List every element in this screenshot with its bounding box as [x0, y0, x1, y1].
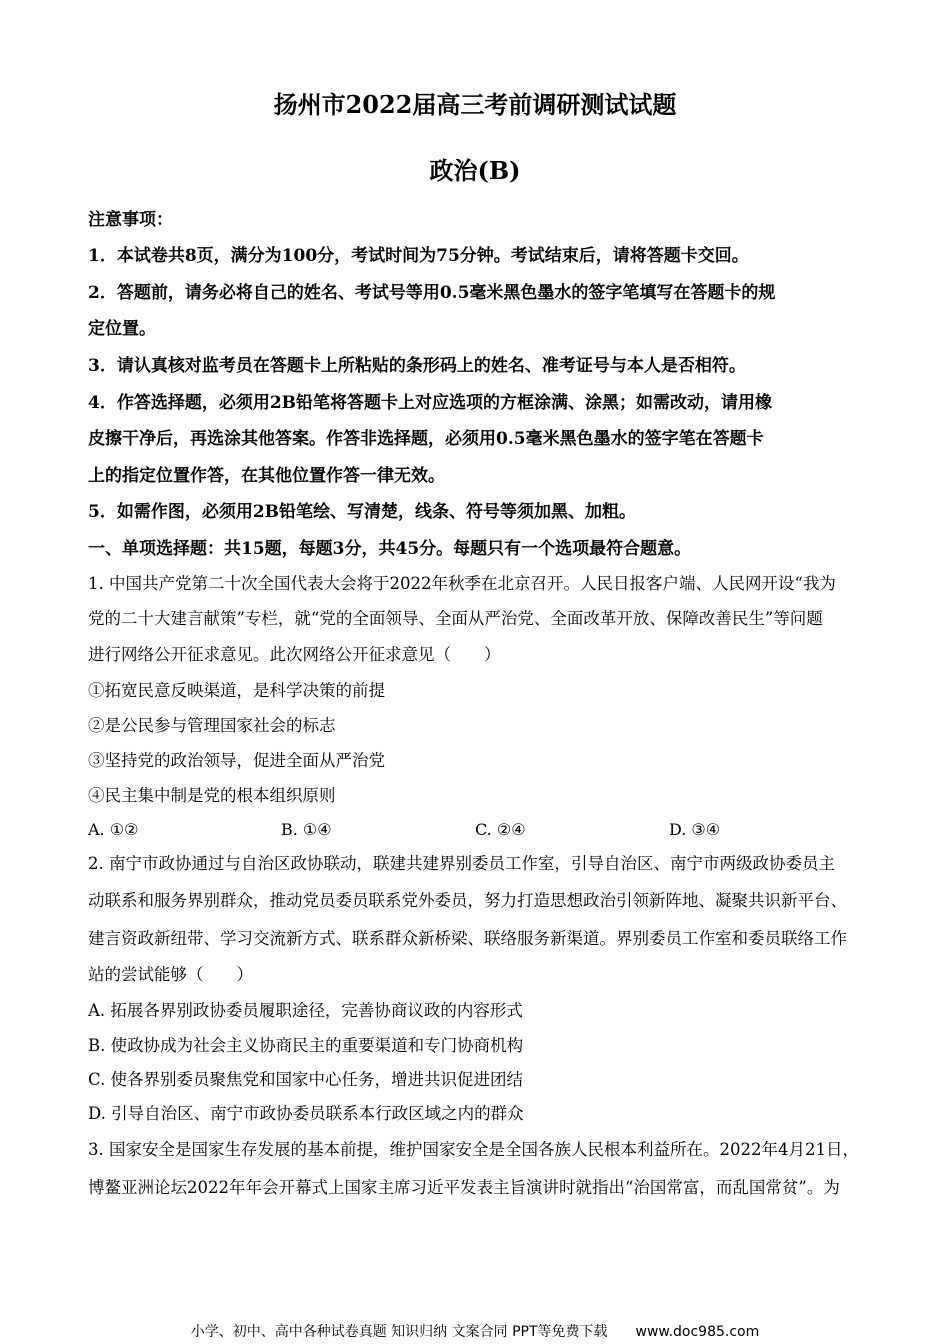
- q2-stem-line: 动联系和服务界别群众，推动党员委员联系党外委员，努力打造思想政治引领新阵地、凝聚共识新平台、: [88, 891, 847, 910]
- q1-option-b: B. ①④: [281, 820, 332, 839]
- q1-option-d: D. ③④: [669, 820, 721, 839]
- notice-line: 3．请认真核对监考员在答题卡上所粘贴的条形码上的姓名、准考证号与本人是否相符。: [88, 356, 746, 376]
- q1-item: ③坚持党的政治领导，促进全面从严治党: [88, 751, 385, 770]
- exam-title: 扬州市2022届高三考前调研测试试题: [273, 90, 677, 119]
- footer-ad: 小学、初中、高中各种试卷真题 知识归纳 文案合同 PPT等免费下载 www.doc985.com: [190, 1324, 760, 1340]
- q3-stem-line: 3. 国家安全是国家生存发展的基本前提，维护国家安全是全国各族人民根本利益所在。2022年4月21日，: [88, 1140, 859, 1159]
- q3-stem-line: 博鳌亚洲论坛2022年年会开幕式上国家主席习近平发表主旨演讲时就指出“治国常富，而乱国常贫”。为: [88, 1178, 840, 1197]
- q1-stem-line: 党的二十大建言献策”专栏，就“党的全面领导、全面从严治党、全面改革开放、保障改善民生”等问题: [88, 609, 823, 628]
- notice-line: 1．本试卷共8页，满分为100分，考试时间为75分钟。考试结束后，请将答题卡交回。: [88, 246, 749, 266]
- q1-option-a: A. ①②: [88, 820, 139, 839]
- q2-option-d: D. 引导自治区、南宁市政协委员联系本行政区域之内的群众: [88, 1104, 524, 1123]
- q2-stem-line: 2. 南宁市政协通过与自治区政协联动，联建共建界别委员工作室，引导自治区、南宁市两级政协委员主: [88, 854, 835, 873]
- notice-line: 皮擦干净后，再选涂其他答案。作答非选择题，必须用0.5毫米黑色墨水的签字笔在答题卡: [88, 429, 764, 449]
- q2-stem-line: 站的尝试能够（ ）: [88, 965, 253, 984]
- notice-line: 5．如需作图，必须用2B铅笔绘、写清楚，线条、符号等须加黑、加粗。: [88, 502, 637, 522]
- notice-line: 2．答题前，请务必将自己的姓名、考试号等用0.5毫米黑色墨水的签字笔填写在答题卡的规: [88, 283, 776, 303]
- q2-option-b: B. 使政协成为社会主义协商民主的重要渠道和专门协商机构: [88, 1036, 524, 1055]
- q2-option-c: C. 使各界别委员聚焦党和国家中心任务，增进共识促进团结: [88, 1070, 524, 1089]
- q1-item: ④民主集中制是党的根本组织原则: [88, 786, 336, 805]
- q2-option-a: A. 拓展各界别政协委员履职途径，完善协商议政的内容形式: [88, 1001, 523, 1020]
- q1-stem-line: 1. 中国共产党第二十次全国代表大会将于2022年秋季在北京召开。人民日报客户端、人民网开设“我为: [88, 574, 836, 593]
- q1-item: ②是公民参与管理国家社会的标志: [88, 716, 336, 735]
- section-heading: 一、单项选择题：共15题，每题3分，共45分。每题只有一个选项最符合题意。: [88, 539, 692, 559]
- q1-options: [88, 818, 878, 842]
- q1-option-c: C. ②④: [475, 820, 526, 839]
- q2-stem-line: 建言资政新纽带、学习交流新方式、联系群众新桥梁、联络服务新渠道。界别委员工作室和委员联络工作: [88, 929, 847, 948]
- exam-subtitle: 政治(B): [429, 156, 521, 185]
- q1-stem-line: 进行网络公开征求意见。此次网络公开征求意见（ ）: [88, 645, 501, 664]
- notice-line: 定位置。: [88, 319, 156, 339]
- notice-heading: 注意事项：: [88, 210, 173, 230]
- q1-item: ①拓宽民意反映渠道，是科学决策的前提: [88, 681, 385, 700]
- notice-line: 上的指定位置作答，在其他位置作答一律无效。: [88, 466, 445, 486]
- notice-line: 4．作答选择题，必须用2B铅笔将答题卡上对应选项的方框涂满、涂黑；如需改动，请用橡: [88, 393, 773, 413]
